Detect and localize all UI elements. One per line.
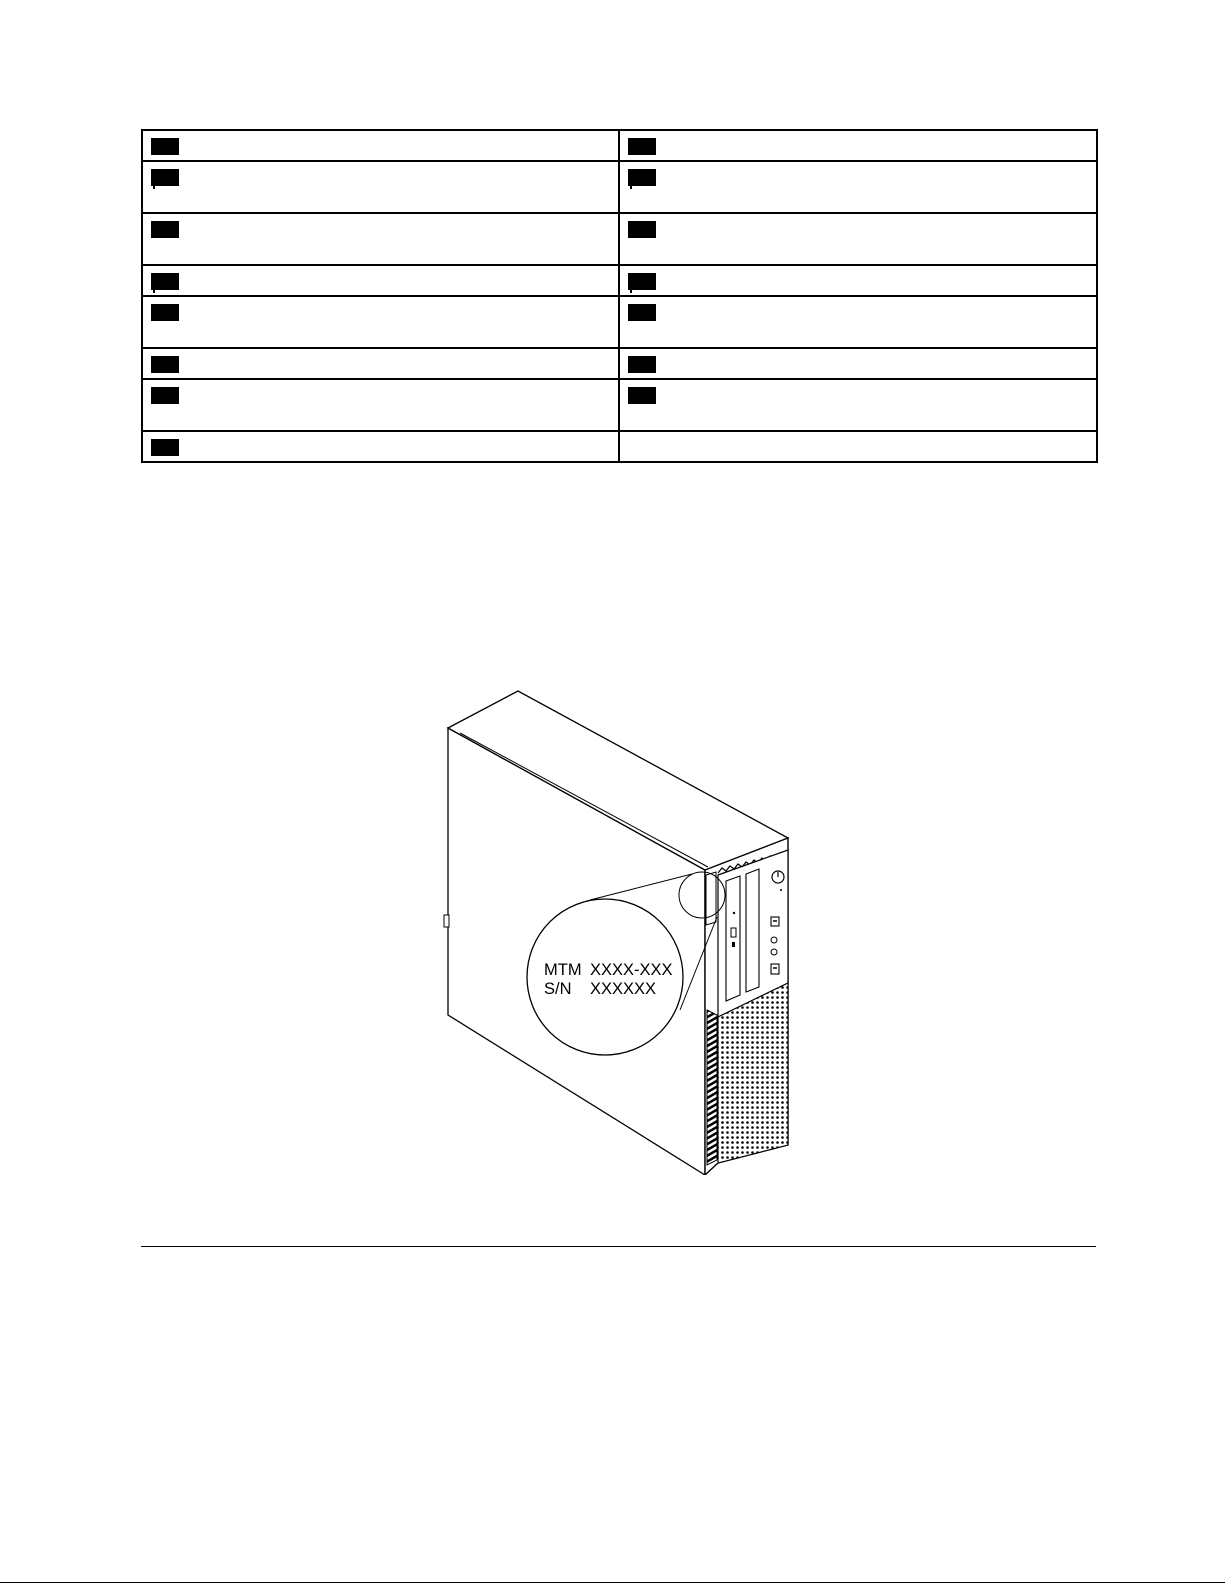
table-cell	[142, 130, 619, 161]
callout-number-tag	[151, 221, 179, 238]
sn-label: S/N	[544, 980, 572, 998]
table-row	[142, 213, 1097, 265]
table-row	[142, 348, 1097, 379]
table-cell	[619, 213, 1097, 265]
callout-number-tag	[151, 304, 179, 321]
table-cell	[142, 213, 619, 265]
computer-tower-illustration	[430, 685, 810, 1175]
callout-number-tag	[151, 169, 179, 186]
tower-drawing	[430, 685, 810, 1175]
callout-number-tag	[628, 221, 656, 238]
headphone-jack-icon	[771, 937, 777, 943]
secondary-bay	[746, 869, 759, 992]
component-legend-table	[141, 129, 1098, 463]
table-cell	[619, 161, 1097, 213]
table-cell	[619, 379, 1097, 431]
callout-number-tag	[151, 439, 179, 456]
callout-number-tag	[628, 138, 656, 155]
table-cell	[619, 348, 1097, 379]
callout-number-tag	[628, 356, 656, 373]
usb-port-icon	[771, 964, 779, 974]
callout-number-tag	[628, 273, 656, 290]
mtm-value: XXXX-XXX	[590, 961, 673, 979]
table-cell	[619, 296, 1097, 348]
callout-number-tag	[151, 356, 179, 373]
side-vent-slats	[707, 1010, 717, 1165]
page-bottom-border	[0, 1582, 1225, 1583]
mtm-label: MTM	[544, 961, 582, 979]
table-cell	[619, 265, 1097, 296]
table-row	[142, 431, 1097, 462]
callout-number-tag	[628, 304, 656, 321]
table-cell	[142, 265, 619, 296]
callout-number-tag	[151, 387, 179, 404]
callout-number-tag	[628, 387, 656, 404]
table-row	[142, 130, 1097, 161]
table-cell	[142, 348, 619, 379]
microphone-jack-icon	[771, 949, 777, 955]
side-latch	[444, 915, 449, 927]
table-row	[142, 296, 1097, 348]
table-cell	[619, 431, 1097, 462]
table-row	[142, 379, 1097, 431]
table-cell	[142, 431, 619, 462]
sn-value: XXXXXX	[590, 980, 657, 998]
optical-drive-bay	[726, 876, 740, 1001]
table-cell	[142, 379, 619, 431]
section-divider	[141, 1246, 1096, 1247]
callout-number-tag	[151, 273, 179, 290]
callout-number-tag	[628, 169, 656, 186]
callout-number-tag	[151, 138, 179, 155]
table-row	[142, 265, 1097, 296]
table-cell	[619, 130, 1097, 161]
table-row	[142, 161, 1097, 213]
table-cell	[142, 296, 619, 348]
table-cell	[142, 161, 619, 213]
